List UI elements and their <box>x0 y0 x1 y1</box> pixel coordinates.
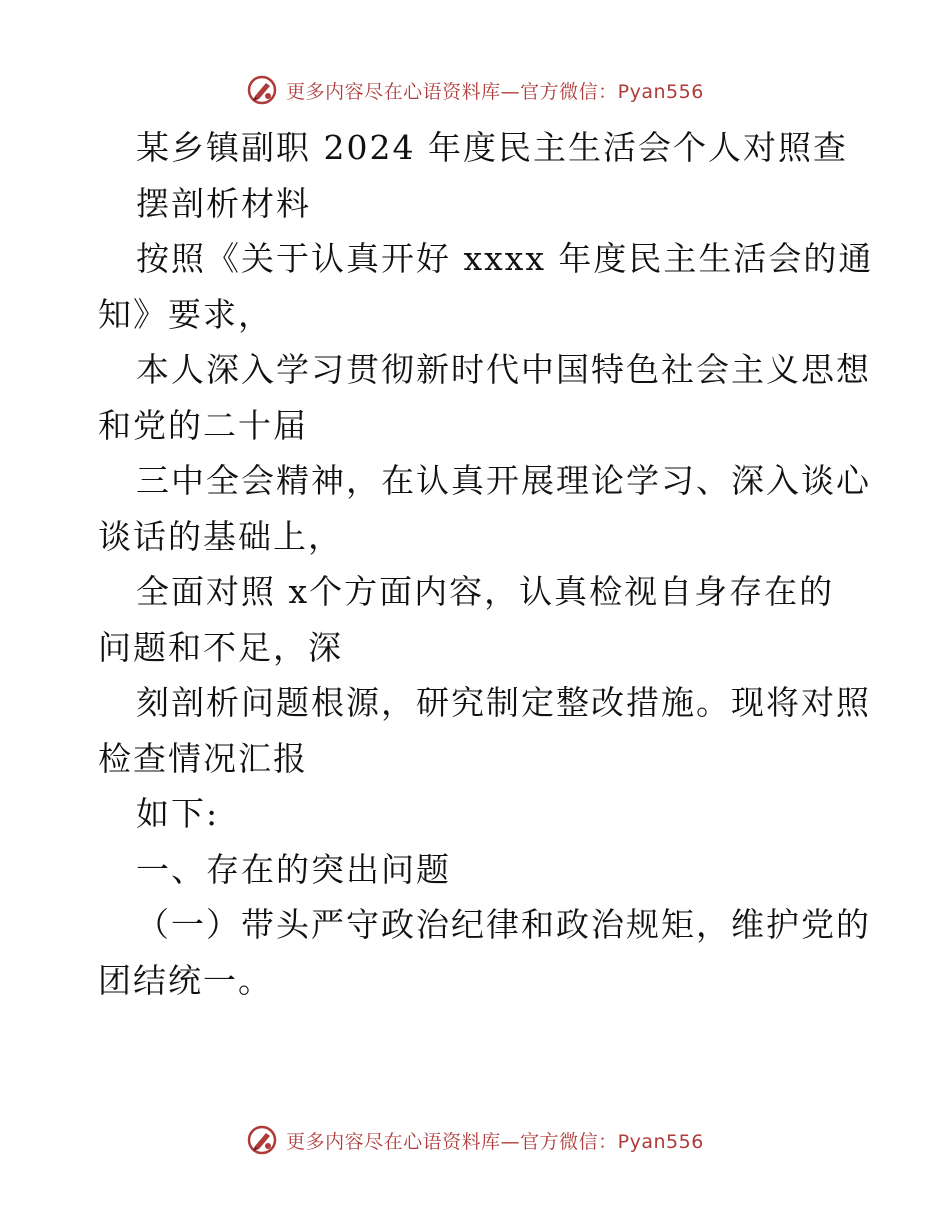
document-body <box>98 120 874 1008</box>
text-line: （一）带头严守政治纪律和政治规矩，维护党的 <box>136 905 871 944</box>
footer-watermark-banner <box>0 1120 950 1160</box>
text-line: 和党的二十届 <box>98 405 308 445</box>
text-line: 问题和不足，深 <box>98 627 343 667</box>
text-line: 谈话的基础上， <box>98 516 343 556</box>
text-line: 某乡镇副职 2024 年度民主生活会个人对照查 <box>136 128 848 167</box>
pen-logo-icon <box>246 74 278 106</box>
text-line: 三中全会精神，在认真开展理论学习、深入谈心 <box>136 461 871 500</box>
watermark-text: 更多内容尽在心语资料库—官方微信：Pyan556 <box>286 80 704 103</box>
watermark-text: 更多内容尽在心语资料库—官方微信：Pyan556 <box>286 1130 704 1153</box>
header-watermark-banner <box>0 70 950 110</box>
text-line: 全面对照 x个方面内容，认真检视自身存在的 <box>136 572 835 611</box>
text-line: 刻剖析问题根源，研究制定整改措施。现将对照 <box>136 683 871 722</box>
text-line: 本人深入学习贯彻新时代中国特色社会主义思想 <box>136 350 871 389</box>
text-line: 按照《关于认真开好 xxxx 年度民主生活会的通 <box>136 239 874 278</box>
text-line: 团结统一。 <box>98 960 273 1000</box>
text-line: 知》要求， <box>98 294 273 334</box>
text-line: 一、存在的突出问题 <box>136 849 451 889</box>
text-line: 检查情况汇报 <box>98 738 308 778</box>
pen-logo-icon <box>246 1124 278 1156</box>
text-line: 摆剖析材料 <box>136 183 311 223</box>
text-line: 如下: <box>136 794 220 833</box>
